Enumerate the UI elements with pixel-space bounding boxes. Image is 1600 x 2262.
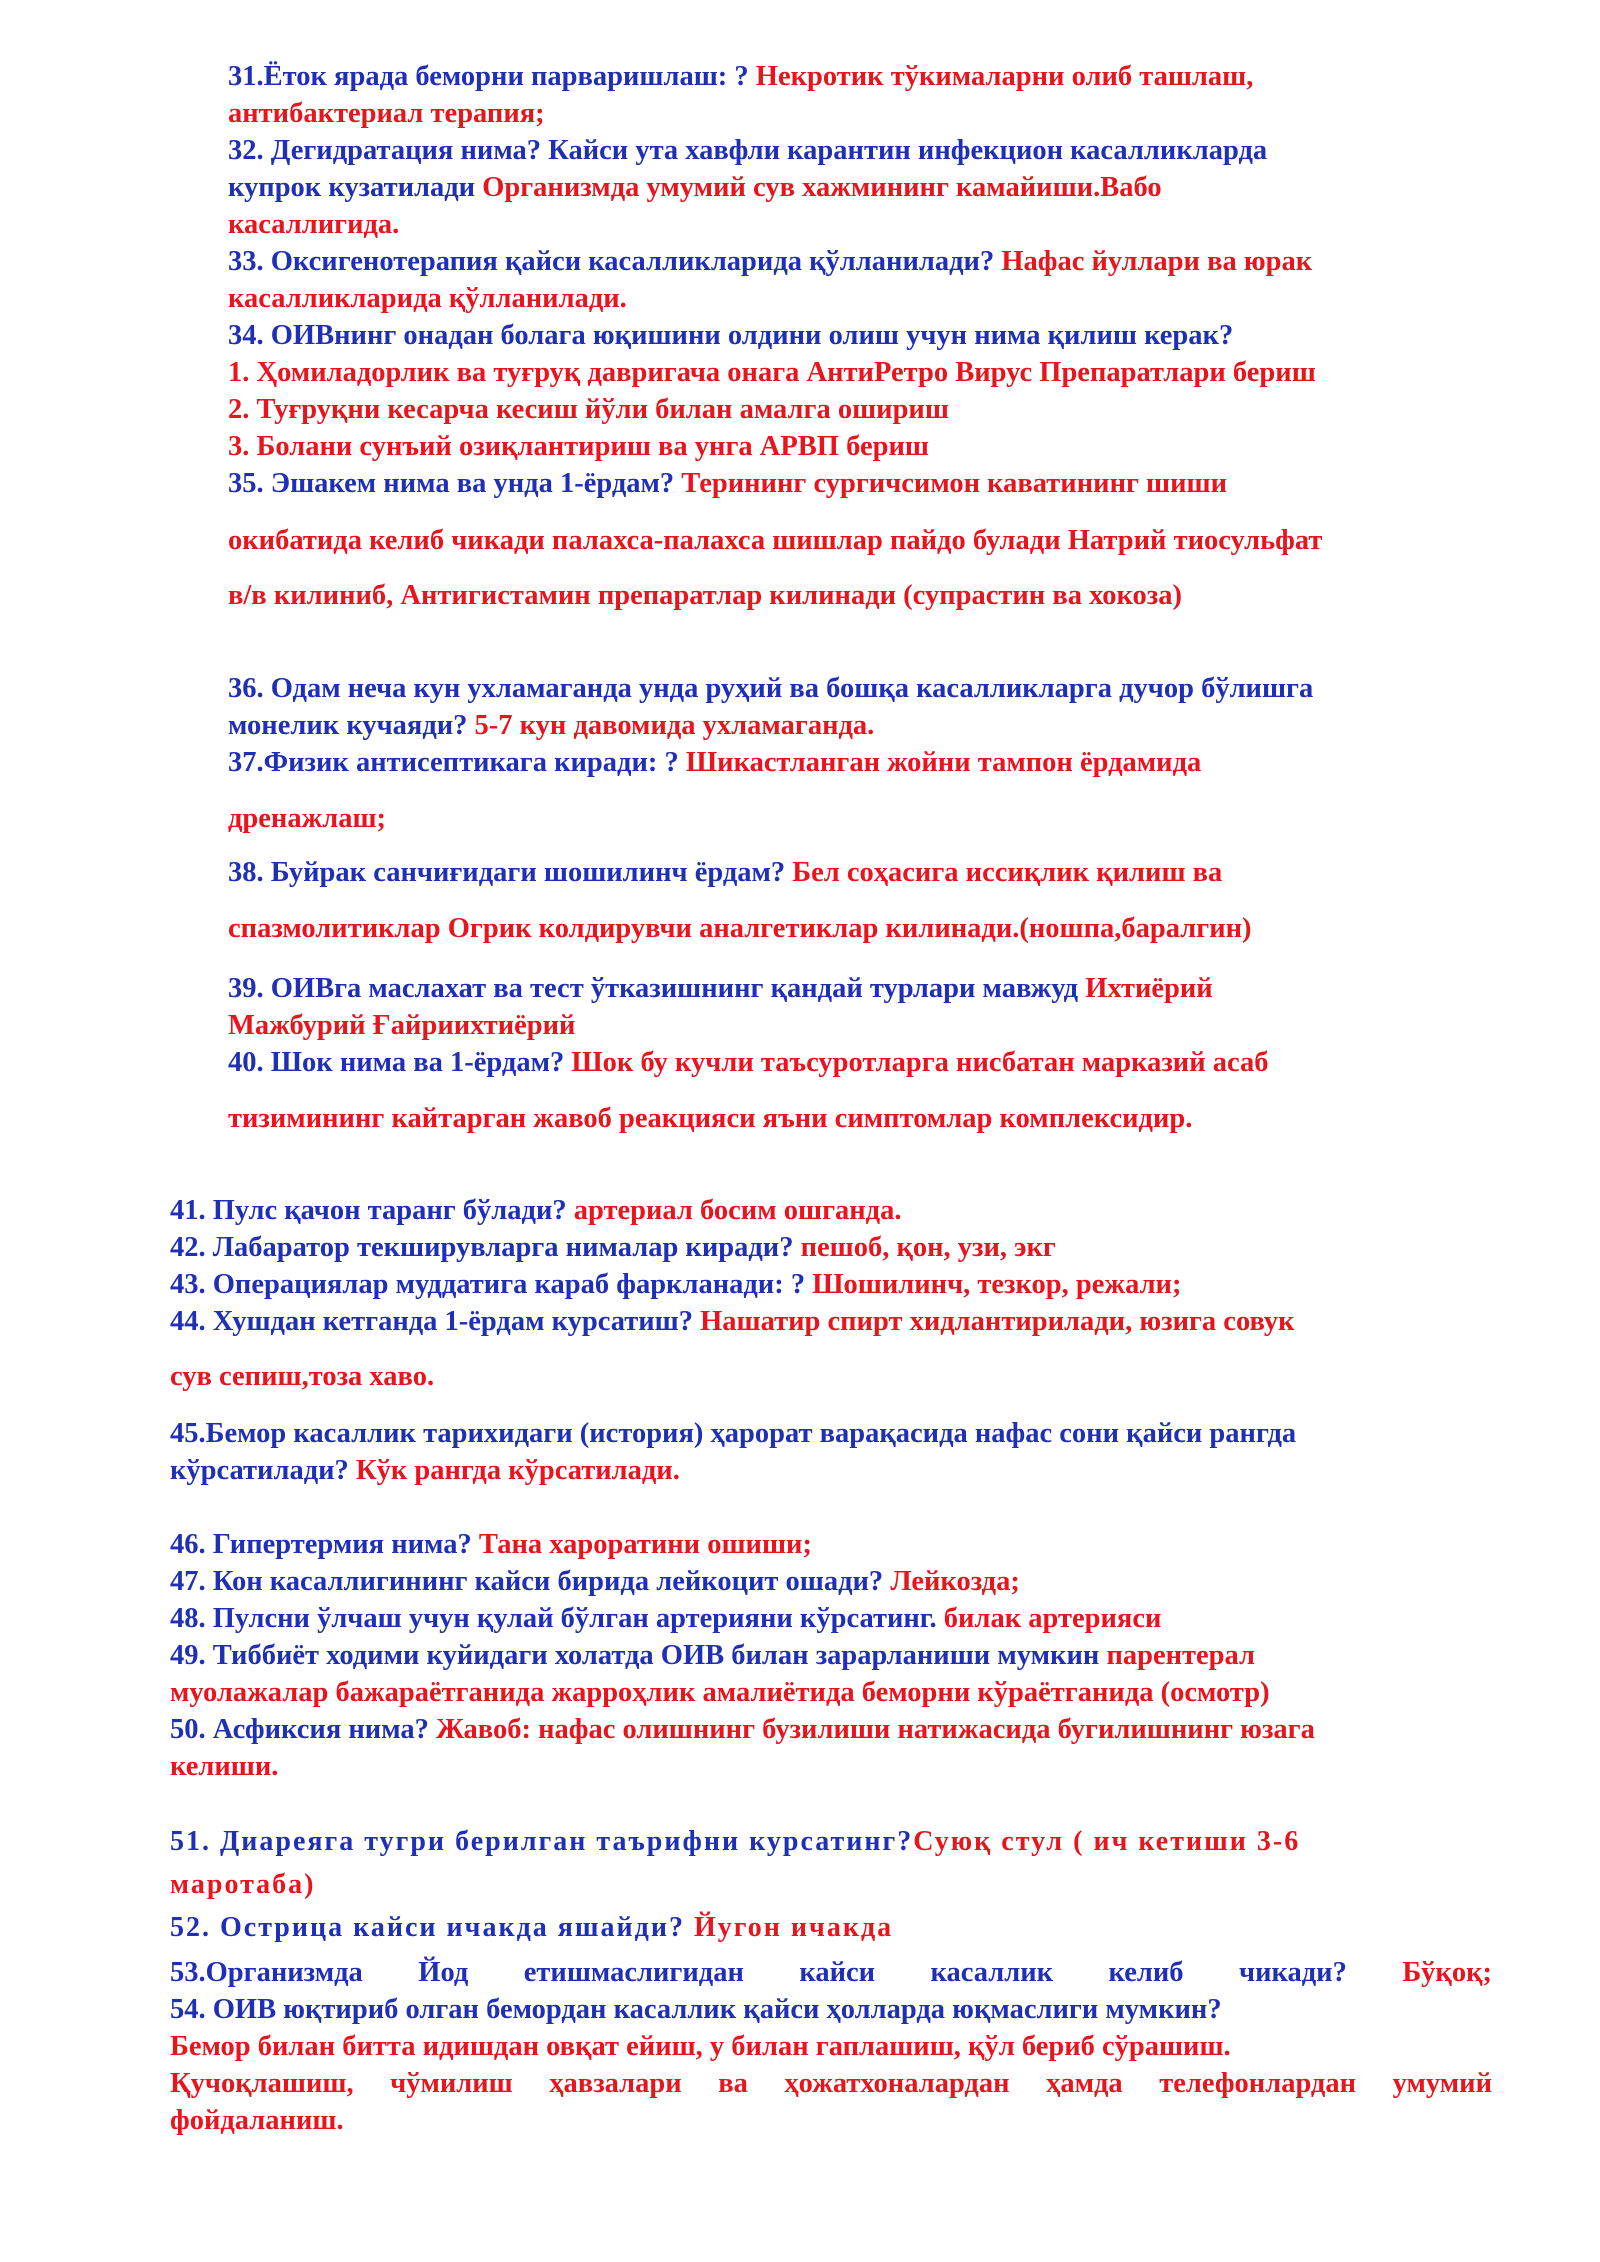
answer-54-3 xyxy=(170,2102,344,2139)
answer-text: парентерал xyxy=(1106,1640,1256,1671)
question-49 xyxy=(170,1637,1255,1674)
question-text: 38. Буйрак санчиғидаги шошилинч ёрдам? xyxy=(228,857,793,888)
answer-text: Шошилинч, тезкор, режали; xyxy=(812,1269,1182,1300)
answer-text: спазмолитиклар Огрик колдирувчи аналгетиклар килинади.(ношпа,баралгин) xyxy=(228,913,1252,944)
question-text: 43. Операциялар муддатига караб фаркланади: ? xyxy=(170,1269,813,1300)
question-text: 51. Диареяга тугри берилган таърифни курсатинг? xyxy=(170,1826,914,1857)
question-32-cont xyxy=(228,169,1162,206)
answer-text: Бемор билан битта идишдан овқат ейиш, у билан гаплашиш, қўл бериб сўрашиш. xyxy=(170,2031,1231,2062)
question-text: монелик кучаяди? xyxy=(228,710,475,741)
answer-text: касаллигида. xyxy=(228,209,400,240)
answer-40-cont xyxy=(228,1100,1192,1137)
answer-text: Бўқоқ; xyxy=(1402,1957,1492,1988)
answer-text: 5-7 кун давомида ухламаганда. xyxy=(474,710,875,741)
question-text: 32. Дегидратация нима? Кайси ута хавфли карантин инфекцион касалликларда xyxy=(228,135,1268,166)
question-text: 34. ОИВнинг онадан болага юқишини олдини олиш учун нима қилиш керак? xyxy=(228,320,1234,351)
answer-text: Терининг сургичсимон каватининг шиши xyxy=(681,468,1228,499)
question-39 xyxy=(228,970,1213,1007)
answer-text: Суюқ стул ( ич кетиши 3-6 xyxy=(913,1826,1301,1857)
question-31 xyxy=(228,58,1468,95)
question-text: 31.Ёток ярада беморни парваришлаш: ? xyxy=(228,61,756,92)
question-52 xyxy=(170,1909,893,1946)
answer-50-cont xyxy=(170,1748,278,1785)
answer-text: Шикастланган жойни тампон ёрдамида xyxy=(685,747,1202,778)
question-36 xyxy=(228,670,1313,707)
answer-text: 3. Болани сунъий озиқлантириш ва унга АРВП бериш xyxy=(228,431,929,462)
answer-text: маротаба) xyxy=(170,1869,316,1900)
answer-34-1 xyxy=(228,354,1316,391)
question-42 xyxy=(170,1229,1056,1266)
question-text: 48. Пулсни ўлчаш учун қулай бўлган артерияни кўрсатинг. xyxy=(170,1603,944,1634)
question-35 xyxy=(228,465,1227,502)
answer-54-1 xyxy=(170,2028,1231,2065)
answer-38-cont xyxy=(228,910,1252,947)
answer-text: антибактериал терапия; xyxy=(228,98,545,129)
answer-text: Қучоқлашиш, чўмилиш ҳавзалари ва ҳожатхоналардан ҳамда телефонлардан умумий xyxy=(170,2068,1492,2099)
answer-text: Жавоб: нафас олишнинг бузилиши натижасида бугилишнинг юзага xyxy=(436,1714,1315,1745)
answer-text: Мажбурий Ғайриихтиёрий xyxy=(228,1010,576,1041)
answer-34-2 xyxy=(228,391,949,428)
question-text: 45.Бемор касаллик тарихидаги (история) ҳарорат варақасида нафас сони қайси рангда xyxy=(170,1418,1297,1449)
answer-51-cont xyxy=(170,1866,316,1903)
answer-text: тизимининг кайтарган жавоб реакцияси яъни симптомлар комплексидир. xyxy=(228,1103,1193,1134)
question-text: 39. ОИВга маслахат ва тест ўтказишнинг қандай турлари мавжуд xyxy=(228,973,1086,1004)
answer-text: сув сепиш,тоза хаво. xyxy=(170,1361,435,1392)
question-text: 40. Шок нима ва 1-ёрдам? xyxy=(228,1047,572,1078)
question-text: кўрсатилади? xyxy=(170,1455,356,1486)
question-45 xyxy=(170,1415,1296,1452)
answer-44-cont xyxy=(170,1358,434,1395)
answer-49-cont xyxy=(170,1674,1270,1711)
answer-text: Организмда умумий сув хажмининг камайиши.Вабо xyxy=(482,172,1162,203)
question-44 xyxy=(170,1303,1295,1340)
answer-text: фойдаланиш. xyxy=(170,2105,344,2136)
answer-text: 1. Ҳомиладорлик ва туғруқ давригача онага АнтиРетро Вирус Препаратлари бериш xyxy=(228,357,1316,388)
answer-text: Тана хароратини ошиши; xyxy=(478,1529,812,1560)
question-40 xyxy=(228,1044,1269,1081)
question-33 xyxy=(228,243,1312,280)
question-text: 47. Кон касаллигининг кайси бирида лейкоцит ошади? xyxy=(170,1566,891,1597)
question-text: 35. Эшакем нима ва унда 1-ёрдам? xyxy=(228,468,682,499)
question-41 xyxy=(170,1192,901,1229)
question-43 xyxy=(170,1266,1181,1303)
question-32 xyxy=(228,132,1267,169)
answer-text: артериал босим ошганда. xyxy=(573,1195,902,1226)
question-text: 49. Тиббиёт ходими куйидаги холатда ОИВ билан зарарланиши мумкин xyxy=(170,1640,1107,1671)
question-51 xyxy=(170,1823,1300,1860)
answer-text: дренажлаш; xyxy=(228,803,387,834)
question-37 xyxy=(228,744,1201,781)
answer-54-2 xyxy=(170,2065,1492,2102)
question-53 xyxy=(170,1954,1492,1991)
question-text: 37.Физик антисептикага киради: ? xyxy=(228,747,686,778)
question-text: 41. Пулс қачон таранг бўлади? xyxy=(170,1195,574,1226)
question-54 xyxy=(170,1991,1222,2028)
question-50 xyxy=(170,1711,1315,1748)
question-47 xyxy=(170,1563,1020,1600)
answer-33-cont xyxy=(228,280,627,317)
answer-text: Нашатир спирт хидлантирилади, юзига совук xyxy=(700,1306,1295,1337)
question-text: 50. Асфиксия нима? xyxy=(170,1714,437,1745)
answer-text: Ихтиёрий xyxy=(1085,973,1213,1004)
answer-text: касалликларида қўлланилади. xyxy=(228,283,627,314)
answer-31-cont xyxy=(228,95,545,132)
answer-34-3 xyxy=(228,428,929,465)
answer-text: в/в килиниб, Антигистамин препаратлар килинади (супрастин ва хокоза) xyxy=(228,580,1182,611)
answer-text: Бел соҳасига иссиқлик қилиш ва xyxy=(792,857,1223,888)
answer-text: Кўк рангда кўрсатилади. xyxy=(355,1455,680,1486)
question-text: 54. ОИВ юқтириб олган бемордан касаллик қайси ҳолларда юқмаслиги мумкин? xyxy=(170,1994,1222,2025)
answer-32-cont xyxy=(228,206,399,243)
question-text: 52. Острица кайси ичакда яшайди? xyxy=(170,1912,694,1943)
question-34 xyxy=(228,317,1233,354)
answer-text: 2. Туғруқни кесарча кесиш йўли билан амалга ошириш xyxy=(228,394,949,425)
question-text: 36. Одам неча кун ухламаганда унда руҳий ва бошқа касалликларга дучор бўлишга xyxy=(228,673,1314,704)
answer-37-cont xyxy=(228,800,386,837)
answer-text: Лейкозда; xyxy=(890,1566,1020,1597)
question-46 xyxy=(170,1526,812,1563)
answer-text: келиши. xyxy=(170,1751,279,1782)
question-45-cont xyxy=(170,1452,680,1489)
answer-text: Шок бу кучли таъсуротларга нисбатан марказий асаб xyxy=(571,1047,1269,1078)
answer-text: билак артерияси xyxy=(943,1603,1162,1634)
question-text: 46. Гипертермия нима? xyxy=(170,1529,479,1560)
question-text: 44. Хушдан кетганда 1-ёрдам курсатиш? xyxy=(170,1306,701,1337)
question-text: купрок кузатилади xyxy=(228,172,483,203)
answer-text: пешоб, қон, узи, экг xyxy=(800,1232,1056,1263)
answer-35-cont xyxy=(228,522,1322,559)
answer-39-cont xyxy=(228,1007,575,1044)
answer-text: муолажалар бажараётганида жарроҳлик амалиётида беморни кўраётганида (осмотр) xyxy=(170,1677,1270,1708)
question-48 xyxy=(170,1600,1161,1637)
question-36-cont xyxy=(228,707,874,744)
answer-35-cont xyxy=(228,577,1182,614)
question-38 xyxy=(228,854,1222,891)
question-text: 53.Организмда Йод етишмаслигидан кайси касаллик келиб чикади? xyxy=(170,1957,1403,1988)
question-text: 33. Оксигенотерапия қайси касалликларида қўлланилади? xyxy=(228,246,1002,277)
answer-text: Нафас йуллари ва юрак xyxy=(1001,246,1313,277)
answer-text: Йугон ичакда xyxy=(693,1912,894,1943)
answer-text: окибатида келиб чикади палахса-палахса шишлар пайдо булади Натрий тиосульфат xyxy=(228,525,1323,556)
question-text: 42. Лабаратор текширувларга нималар киради? xyxy=(170,1232,801,1263)
answer-text: Некротик тўкималарни олиб ташлаш, xyxy=(755,61,1254,92)
